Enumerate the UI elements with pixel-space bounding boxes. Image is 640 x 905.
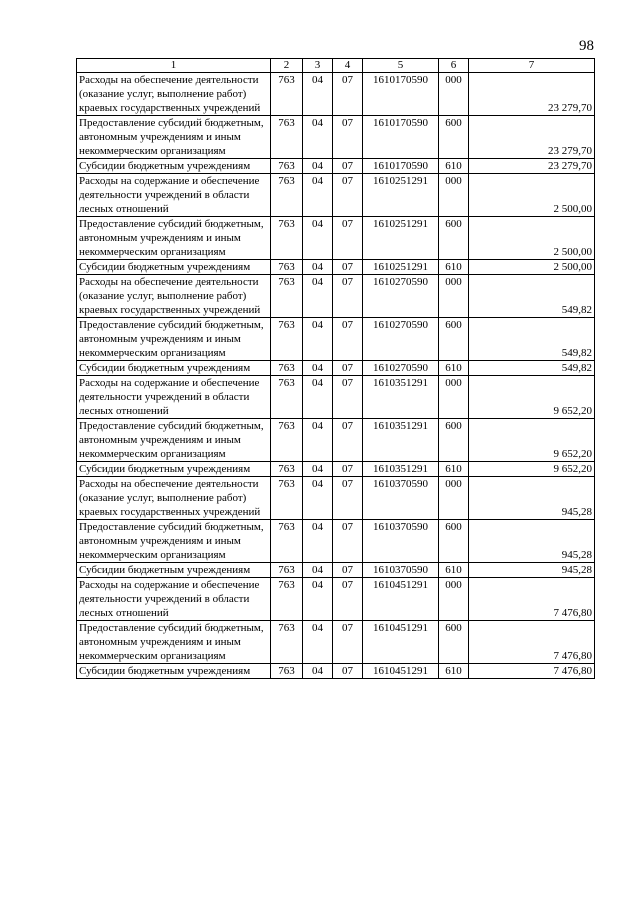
row-name-cell: Предоставление субсидий бюджетным, автономным учреждениям и иным некоммерческим организациям	[77, 520, 271, 563]
row-code-cell: 07	[333, 563, 363, 578]
row-amount-cell: 549,82	[469, 275, 595, 318]
column-header: 7	[469, 59, 595, 73]
row-code-cell: 610	[439, 159, 469, 174]
row-code-cell: 600	[439, 621, 469, 664]
row-code-cell: 07	[333, 477, 363, 520]
row-amount-cell: 549,82	[469, 318, 595, 361]
row-amount-cell: 945,28	[469, 520, 595, 563]
row-code-cell: 1610351291	[363, 462, 439, 477]
row-amount-cell: 23 279,70	[469, 73, 595, 116]
table-row	[77, 217, 595, 260]
row-code-cell: 1610270590	[363, 318, 439, 361]
row-code-cell: 763	[271, 578, 303, 621]
column-header: 4	[333, 59, 363, 73]
row-code-cell: 610	[439, 462, 469, 477]
row-code-cell: 07	[333, 73, 363, 116]
table-row	[77, 260, 595, 275]
row-code-cell: 763	[271, 477, 303, 520]
row-code-cell: 04	[303, 520, 333, 563]
budget-table	[76, 58, 595, 679]
table-row	[77, 116, 595, 159]
row-code-cell: 04	[303, 419, 333, 462]
row-amount-cell: 23 279,70	[469, 159, 595, 174]
row-code-cell: 07	[333, 376, 363, 419]
row-code-cell: 763	[271, 73, 303, 116]
row-amount-cell: 7 476,80	[469, 578, 595, 621]
row-code-cell: 04	[303, 174, 333, 217]
row-code-cell: 1610270590	[363, 275, 439, 318]
table-row	[77, 275, 595, 318]
row-code-cell: 04	[303, 477, 333, 520]
row-name-cell: Субсидии бюджетным учреждениям	[77, 159, 271, 174]
row-name-cell: Субсидии бюджетным учреждениям	[77, 462, 271, 477]
row-amount-cell: 2 500,00	[469, 174, 595, 217]
row-code-cell: 763	[271, 563, 303, 578]
row-code-cell: 000	[439, 174, 469, 217]
row-name-cell: Расходы на содержание и обеспечение деятельности учреждений в области лесных отношений	[77, 376, 271, 419]
table-row	[77, 664, 595, 679]
row-code-cell: 07	[333, 116, 363, 159]
row-code-cell: 763	[271, 361, 303, 376]
row-code-cell: 04	[303, 159, 333, 174]
row-code-cell: 04	[303, 116, 333, 159]
row-amount-cell: 7 476,80	[469, 621, 595, 664]
row-code-cell: 04	[303, 73, 333, 116]
row-code-cell: 04	[303, 217, 333, 260]
row-code-cell: 04	[303, 361, 333, 376]
row-code-cell: 07	[333, 462, 363, 477]
row-code-cell: 610	[439, 260, 469, 275]
table-row	[77, 73, 595, 116]
row-name-cell: Субсидии бюджетным учреждениям	[77, 361, 271, 376]
row-code-cell: 1610451291	[363, 621, 439, 664]
row-code-cell: 763	[271, 462, 303, 477]
row-code-cell: 763	[271, 159, 303, 174]
row-amount-cell: 23 279,70	[469, 116, 595, 159]
row-code-cell: 1610251291	[363, 260, 439, 275]
table-row	[77, 361, 595, 376]
row-code-cell: 763	[271, 419, 303, 462]
row-amount-cell: 9 652,20	[469, 462, 595, 477]
row-name-cell: Расходы на обеспечение деятельности (оказание услуг, выполнение работ) краевых государственных учреждений	[77, 73, 271, 116]
row-code-cell: 07	[333, 361, 363, 376]
table-row	[77, 376, 595, 419]
row-code-cell: 763	[271, 664, 303, 679]
row-name-cell: Предоставление субсидий бюджетным, автономным учреждениям и иным некоммерческим организациям	[77, 318, 271, 361]
table-row	[77, 174, 595, 217]
row-code-cell: 1610170590	[363, 116, 439, 159]
row-name-cell: Расходы на содержание и обеспечение деятельности учреждений в области лесных отношений	[77, 578, 271, 621]
row-code-cell: 04	[303, 376, 333, 419]
row-name-cell: Расходы на обеспечение деятельности (оказание услуг, выполнение работ) краевых государственных учреждений	[77, 477, 271, 520]
table-row	[77, 563, 595, 578]
row-code-cell: 610	[439, 563, 469, 578]
row-amount-cell: 7 476,80	[469, 664, 595, 679]
row-code-cell: 1610270590	[363, 361, 439, 376]
table-row	[77, 419, 595, 462]
table-row	[77, 318, 595, 361]
row-code-cell: 763	[271, 116, 303, 159]
row-code-cell: 763	[271, 520, 303, 563]
column-header: 5	[363, 59, 439, 73]
row-code-cell: 1610251291	[363, 217, 439, 260]
row-code-cell: 1610370590	[363, 563, 439, 578]
row-name-cell: Субсидии бюджетным учреждениям	[77, 260, 271, 275]
row-code-cell: 600	[439, 116, 469, 159]
row-amount-cell: 945,28	[469, 563, 595, 578]
row-code-cell: 600	[439, 520, 469, 563]
row-code-cell: 04	[303, 318, 333, 361]
row-amount-cell: 9 652,20	[469, 419, 595, 462]
row-amount-cell: 945,28	[469, 477, 595, 520]
row-code-cell: 07	[333, 275, 363, 318]
row-code-cell: 07	[333, 520, 363, 563]
row-code-cell: 04	[303, 664, 333, 679]
row-code-cell: 1610170590	[363, 73, 439, 116]
row-code-cell: 07	[333, 174, 363, 217]
row-code-cell: 600	[439, 318, 469, 361]
table-row	[77, 462, 595, 477]
row-code-cell: 07	[333, 578, 363, 621]
row-code-cell: 04	[303, 621, 333, 664]
row-code-cell: 04	[303, 563, 333, 578]
row-code-cell: 000	[439, 578, 469, 621]
row-name-cell: Субсидии бюджетным учреждениям	[77, 664, 271, 679]
table-header-row	[77, 59, 595, 73]
row-name-cell: Расходы на обеспечение деятельности (оказание услуг, выполнение работ) краевых государственных учреждений	[77, 275, 271, 318]
column-header: 3	[303, 59, 333, 73]
row-code-cell: 1610451291	[363, 578, 439, 621]
row-code-cell: 763	[271, 275, 303, 318]
row-amount-cell: 2 500,00	[469, 260, 595, 275]
row-code-cell: 763	[271, 318, 303, 361]
row-code-cell: 07	[333, 621, 363, 664]
row-code-cell: 1610370590	[363, 477, 439, 520]
row-amount-cell: 549,82	[469, 361, 595, 376]
row-name-cell: Расходы на содержание и обеспечение деятельности учреждений в области лесных отношений	[77, 174, 271, 217]
row-code-cell: 763	[271, 260, 303, 275]
table-body	[77, 73, 595, 679]
row-code-cell: 04	[303, 275, 333, 318]
table-row	[77, 159, 595, 174]
page-number: 98	[579, 38, 594, 54]
row-code-cell: 000	[439, 376, 469, 419]
row-code-cell: 07	[333, 318, 363, 361]
row-code-cell: 000	[439, 275, 469, 318]
row-code-cell: 600	[439, 217, 469, 260]
column-header: 1	[77, 59, 271, 73]
row-code-cell: 1610251291	[363, 174, 439, 217]
row-code-cell: 000	[439, 73, 469, 116]
row-code-cell: 07	[333, 419, 363, 462]
row-code-cell: 763	[271, 376, 303, 419]
row-code-cell: 1610170590	[363, 159, 439, 174]
row-name-cell: Предоставление субсидий бюджетным, автономным учреждениям и иным некоммерческим организациям	[77, 217, 271, 260]
row-code-cell: 07	[333, 217, 363, 260]
row-code-cell: 1610370590	[363, 520, 439, 563]
row-code-cell: 763	[271, 174, 303, 217]
row-code-cell: 1610451291	[363, 664, 439, 679]
row-code-cell: 04	[303, 260, 333, 275]
row-amount-cell: 2 500,00	[469, 217, 595, 260]
row-code-cell: 04	[303, 462, 333, 477]
row-code-cell: 610	[439, 664, 469, 679]
row-code-cell: 600	[439, 419, 469, 462]
row-code-cell: 1610351291	[363, 419, 439, 462]
row-code-cell: 610	[439, 361, 469, 376]
table-row	[77, 477, 595, 520]
row-name-cell: Предоставление субсидий бюджетным, автономным учреждениям и иным некоммерческим организациям	[77, 419, 271, 462]
row-code-cell: 763	[271, 217, 303, 260]
column-header: 6	[439, 59, 469, 73]
row-code-cell: 04	[303, 578, 333, 621]
row-name-cell: Предоставление субсидий бюджетным, автономным учреждениям и иным некоммерческим организациям	[77, 621, 271, 664]
row-code-cell: 07	[333, 159, 363, 174]
row-code-cell: 07	[333, 260, 363, 275]
row-code-cell: 763	[271, 621, 303, 664]
table-row	[77, 578, 595, 621]
row-amount-cell: 9 652,20	[469, 376, 595, 419]
row-name-cell: Предоставление субсидий бюджетным, автономным учреждениям и иным некоммерческим организациям	[77, 116, 271, 159]
table-row	[77, 621, 595, 664]
column-header: 2	[271, 59, 303, 73]
row-code-cell: 07	[333, 664, 363, 679]
row-name-cell: Субсидии бюджетным учреждениям	[77, 563, 271, 578]
table-row	[77, 520, 595, 563]
row-code-cell: 000	[439, 477, 469, 520]
row-code-cell: 1610351291	[363, 376, 439, 419]
